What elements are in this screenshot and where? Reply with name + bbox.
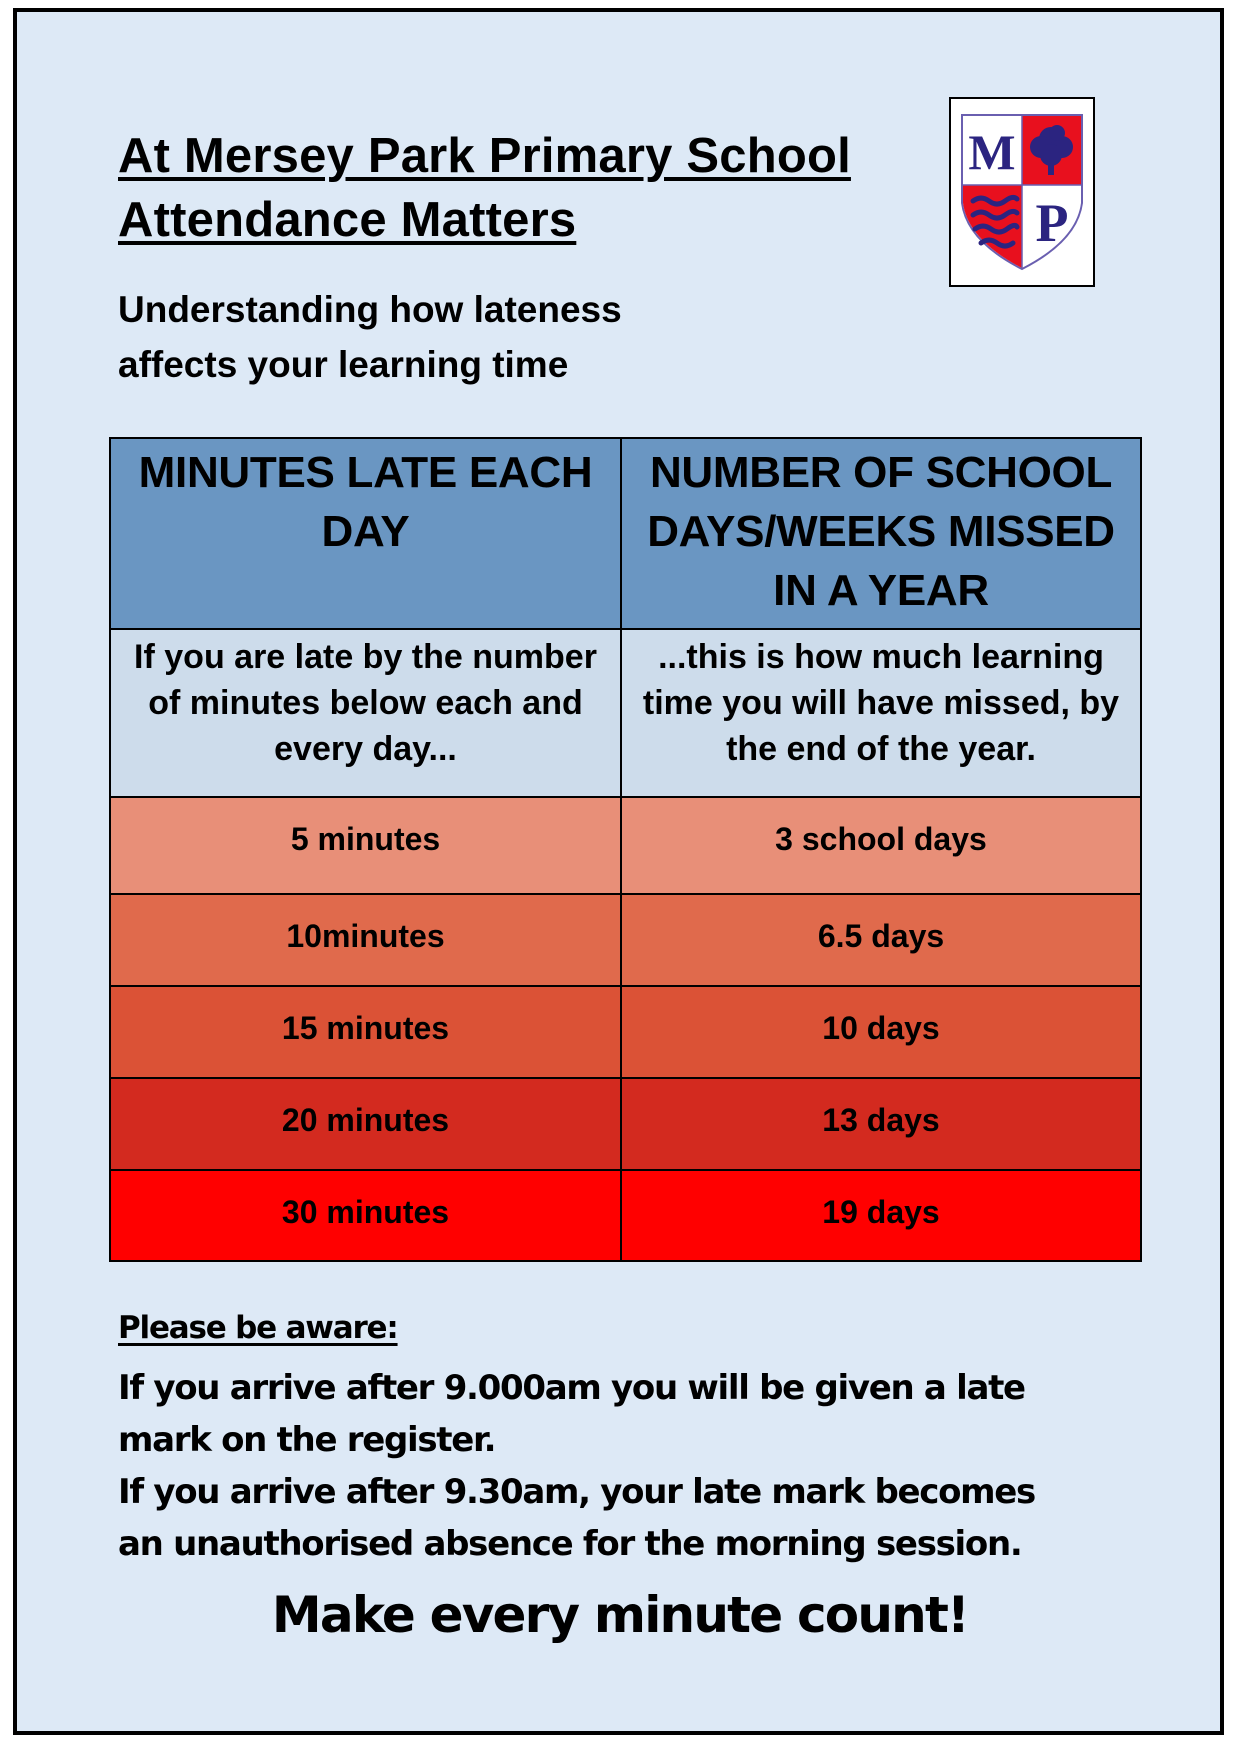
minutes-cell: 5 minutes [110,797,621,894]
minutes-cell: 30 minutes [110,1170,621,1261]
subtitle-line-2: affects your learning time [118,344,569,385]
table-row [110,1170,1141,1261]
subheader-minutes-late: If you are late by the number of minutes below each and every day... [110,629,621,797]
table-row [110,894,1141,986]
title-line-1: At Mersey Park Primary School [118,129,851,183]
notice-line-2: mark on the register. [118,1420,496,1460]
page-subtitle [118,282,622,392]
table-row [110,986,1141,1078]
table-subheader-row [110,629,1141,797]
missed-cell: 3 school days [621,797,1141,894]
page-title [118,124,851,252]
notice-line-3: If you arrive after 9.30am, your late mark becomes [118,1472,1035,1512]
school-logo [949,97,1095,287]
missed-cell: 19 days [621,1170,1141,1261]
notice-body [118,1362,1178,1570]
attendance-poster [13,8,1224,1735]
notice-line-1: If you arrive after 9.000am you will be given a late [118,1368,1025,1408]
title-line-2: Attendance Matters [118,193,577,247]
slogan: Make every minute count! [271,1586,969,1644]
minutes-cell: 10minutes [110,894,621,986]
table-header-row [110,438,1141,629]
notice-title: Please be aware: [118,1310,398,1346]
lateness-table [109,437,1142,1262]
subtitle-line-1: Understanding how lateness [118,289,622,330]
missed-cell: 6.5 days [621,894,1141,986]
missed-cell: 10 days [621,986,1141,1078]
logo-letter-m: M [968,124,1016,180]
subheader-days-missed: ...this is how much learning time you will have missed, by the end of the year. [621,629,1141,797]
header-days-missed: NUMBER OF SCHOOL DAYS/WEEKS MISSED IN A YEAR [621,438,1141,629]
minutes-cell: 15 minutes [110,986,621,1078]
notice-line-4: an unauthorised absence for the morning session. [118,1524,1022,1564]
missed-cell: 13 days [621,1078,1141,1170]
logo-letter-p: P [1035,193,1069,253]
table-row [110,1078,1141,1170]
header-minutes-late: MINUTES LATE EACH DAY [110,438,621,629]
minutes-cell: 20 minutes [110,1078,621,1170]
table-row [110,797,1141,894]
school-crest-icon [959,113,1085,271]
